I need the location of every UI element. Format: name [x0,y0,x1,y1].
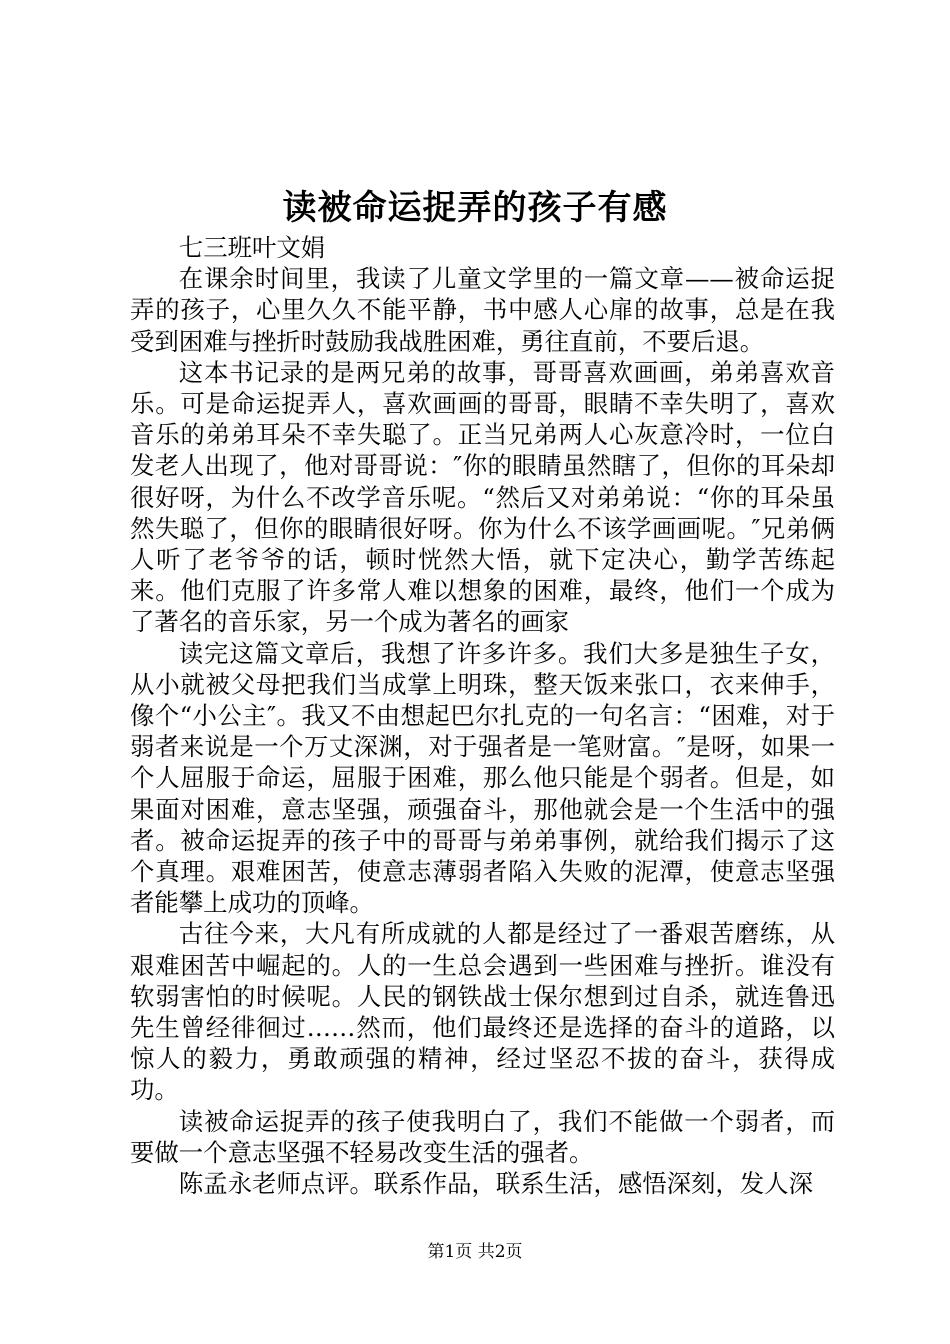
article-body [130,232,835,1199]
paragraph-2: 这本书记录的是两兄弟的故事，哥哥喜欢画画，弟弟喜欢音乐。可是命运捉弄人，喜欢画画的哥哥，眼睛不幸失明了，喜欢音乐的弟弟耳朵不幸失聪了。正当兄弟两人心灰意冷时，一位白发老人出现了，他对哥哥说：″你的眼睛虽然瞎了，但你的耳朵却很好呀，为什么不改学音乐呢。“然后又对弟弟说：“你的耳朵虽然失聪了，但你的眼睛很好呀。你为什么不该学画画呢。″兄弟俩人听了老爷爷的话，顿时恍然大悟，就下定决心，勤学苦练起来。他们克服了许多常人难以想象的困难，最终，他们一个成为了著名的音乐家，另一个成为著名的画家 [130,357,835,637]
paragraph-4: 古往今来，大凡有所成就的人都是经过了一番艰苦磨练，从艰难困苦中崛起的。人的一生总会遇到一些困难与挫折。谁没有软弱害怕的时候呢。人民的钢铁战士保尔想到过自杀，就连鲁迅先生曾经徘徊过……然而，他们最终还是选择的奋斗的道路，以惊人的毅力，勇敢顽强的精神，经过坚忍不拔的奋斗，获得成功。 [130,919,835,1105]
paragraph-6: 陈孟永老师点评。联系作品，联系生活，感悟深刻，发人深 [178,1169,813,1199]
paragraph-3: 读完这篇文章后，我想了许多许多。我们大多是独生子女，从小就被父母把我们当成掌上明珠，整天饭来张口，衣来伸手，像个“小公主″。我又不由想起巴尔扎克的一句名言：“困难，对于弱者来说是一个万丈深渊，对于强者是一笔财富。″是呀，如果一个人屈服于命运，屈服于困难，那么他只能是个弱者。但是，如果面对困难，意志坚强，顽强奋斗，那他就会是一个生活中的强者。被命运捉弄的孩子中的哥哥与弟弟事例，就给我们揭示了这个真理。艰难困苦，使意志薄弱者陷入失败的泥潭，使意志坚强者能攀上成功的顶峰。 [130,638,835,918]
page-number-footer: 第1页 共2页 [427,1242,523,1262]
paragraph-1: 在课余时间里，我读了儿童文学里的一篇文章——被命运捉弄的孩子，心里久久不能平静，书中感人心扉的故事，总是在我受到困难与挫折时鼓励我战胜困难，勇往直前，不要后退。 [130,264,835,356]
paragraph-5: 读被命运捉弄的孩子使我明白了，我们不能做一个弱者，而要做一个意志坚强不轻易改变生活的强者。 [130,1106,835,1167]
page-title: 读被命运捉弄的孩子有感 [282,188,668,228]
author-line: 七三班叶文娟 [178,233,326,262]
